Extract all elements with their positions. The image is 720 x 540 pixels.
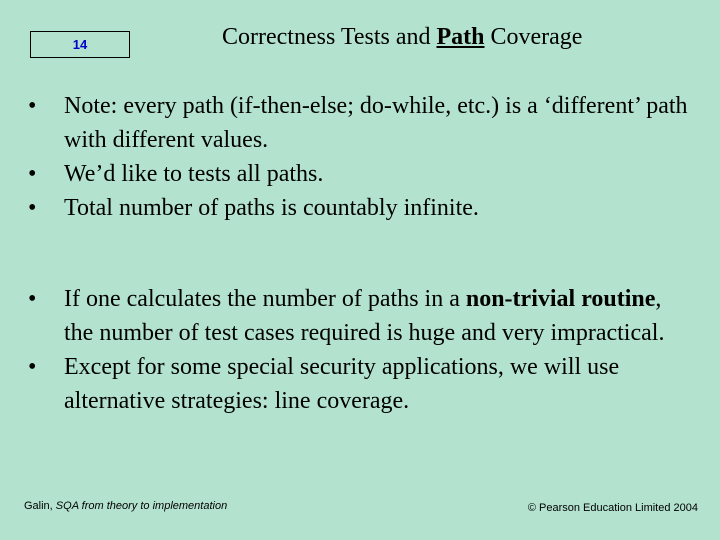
bullet-text-part: , the number of test cases required is huge and very impractical. <box>64 286 665 346</box>
bullet-dot-icon: • <box>28 195 37 221</box>
slide-number-text: 14 <box>72 37 88 52</box>
title-emphasis: Path <box>436 24 485 50</box>
bullet-item <box>28 282 688 350</box>
bullet-dot-icon: • <box>28 286 37 312</box>
footer-book-title: SQA from theory to implementation <box>55 500 228 512</box>
bullet-text: Total number of paths is countably infinite. <box>64 195 479 221</box>
bullet-item <box>28 157 688 191</box>
footer-author: Galin, <box>24 500 56 512</box>
title-part-1: Correctness Tests and <box>222 24 437 50</box>
bullet-text-bold: non-trivial routine <box>465 286 656 312</box>
footer-citation <box>24 500 227 512</box>
slide-title <box>222 22 582 52</box>
slide-number <box>30 31 130 58</box>
bullet-text: We’d like to tests all paths. <box>64 161 324 187</box>
bullet-dot-icon: • <box>28 93 37 119</box>
bullet-dot-icon: • <box>28 161 37 187</box>
bullet-item <box>28 89 688 157</box>
bullet-list-1 <box>28 89 688 225</box>
bullet-text: Note: every path (if-then-else; do-while, etc.) is a ‘different’ path with different values. <box>64 93 688 153</box>
bullet-text: Except for some special security applications, we will use alternative strategies: line coverage. <box>64 354 620 414</box>
title-part-2: Coverage <box>484 24 583 50</box>
bullet-list-2 <box>28 282 688 418</box>
bullet-dot-icon: • <box>28 354 37 380</box>
footer-copyright: © Pearson Education Limited 2004 <box>527 502 698 514</box>
bullet-item <box>28 191 688 225</box>
bullet-item <box>28 350 688 418</box>
bullet-text-part: If one calculates the number of paths in a <box>64 286 466 312</box>
